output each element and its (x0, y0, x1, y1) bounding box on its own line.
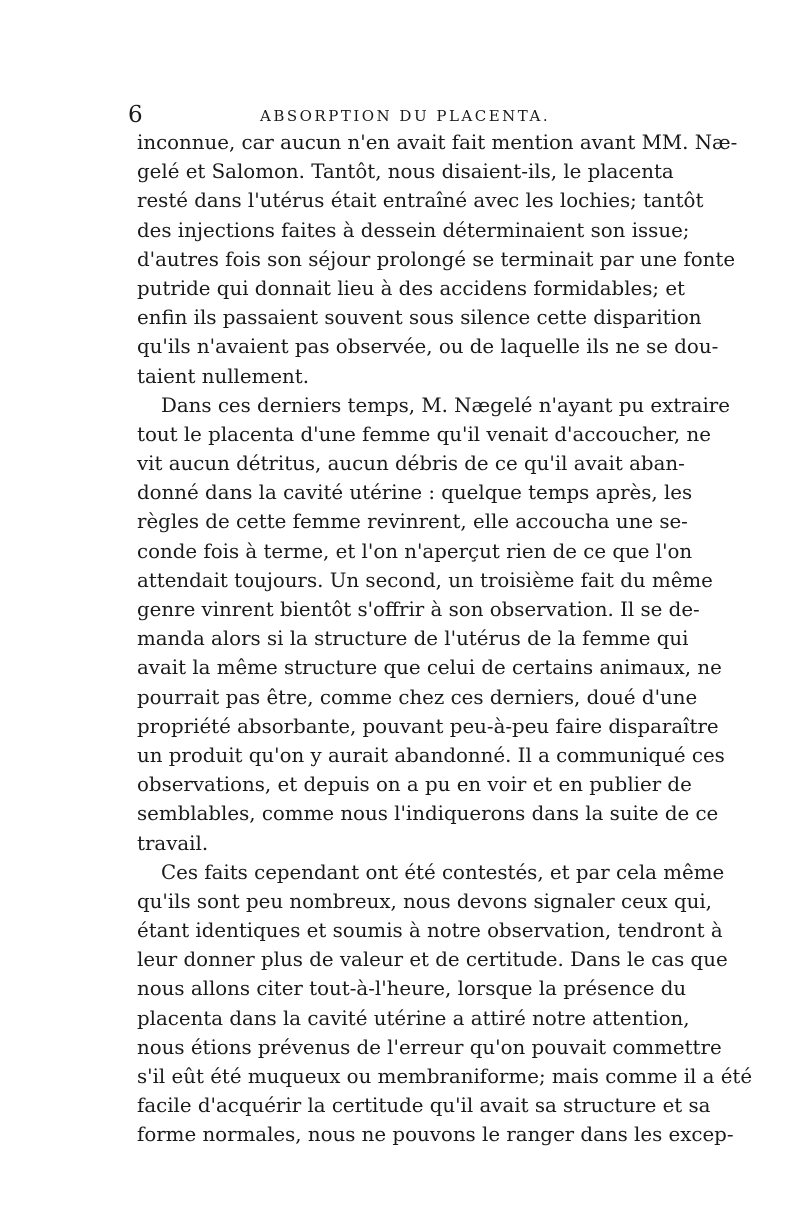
text-line: pourrait pas être, comme chez ces derniers, doué d'une (137, 685, 698, 709)
text-line: propriété absorbante, pouvant peu-à-peu faire disparaître (137, 714, 719, 738)
text-line: forme normales, nous ne pouvons le ranger dans les excep- (137, 1123, 734, 1147)
text-line: travail. (137, 831, 209, 855)
text-line: qu'ils sont peu nombreux, nous devons signaler ceux qui, (137, 889, 712, 913)
text-line: vit aucun détritus, aucun débris de ce qu'il avait aban- (137, 452, 685, 476)
text-line: étant identiques et soumis à notre observation, tendront à (137, 919, 723, 943)
text-line: s'il eût été muqueux ou membraniforme; mais comme il a été (137, 1065, 753, 1088)
body-text (137, 128, 753, 1150)
text-line: taient nullement. (137, 364, 310, 388)
text-line: un produit qu'on y aurait abandonné. Il a communiqué ces (137, 743, 725, 767)
text-line: gelé et Salomon. Tantôt, nous disaient-ils, le placenta (137, 160, 674, 184)
text-line: règles de cette femme revinrent, elle accoucha une se- (137, 510, 688, 534)
text-line: resté dans l'utérus était entraîné avec les lochies; tantôt (137, 189, 704, 213)
text-line: nous étions prévenus de l'erreur qu'on pouvait commettre (137, 1035, 722, 1059)
running-title: ABSORPTION DU PLACENTA. (260, 107, 551, 125)
text-line: placenta dans la cavité utérine a attiré notre attention, (137, 1006, 690, 1030)
running-head (128, 100, 673, 130)
text-line: avait la même structure que celui de certains animaux, ne (137, 656, 722, 680)
text-line: leur donner plus de valeur et de certitude. Dans le cas que (137, 948, 728, 972)
text-line: facile d'acquérir la certitude qu'il avait sa structure et sa (137, 1094, 711, 1118)
text-line: d'autres fois son séjour prolongé se terminait par une fonte (137, 247, 736, 271)
text-line: donné dans la cavité utérine : quelque temps après, les (137, 481, 693, 505)
text-line: semblables, comme nous l'indiquerons dans la suite de ce (137, 802, 719, 826)
text-line: genre vinrent bientôt s'offrir à son observation. Il se de- (137, 598, 700, 621)
text-line: putride qui donnait lieu à des accidens formidables; et (137, 276, 686, 300)
paragraph-start-line: Dans ces derniers temps, M. Nægelé n'ayant pu extraire (161, 393, 730, 417)
text-line: attendait toujours. Un second, un troisième fait du même (137, 568, 713, 592)
text-line: des injections faites à dessein déterminaient son issue; (137, 218, 690, 242)
text-line: enfin ils passaient souvent sous silence cette disparition (137, 306, 702, 330)
text-line: nous allons citer tout-à-l'heure, lorsque la présence du (137, 977, 687, 1001)
text-line: inconnue, car aucun n'en avait fait mention avant MM. Næ- (137, 131, 738, 154)
text-line: observations, et depuis on a pu en voir et en publier de (137, 773, 692, 797)
text-line: tout le placenta d'une femme qu'il venait d'accoucher, ne (137, 422, 711, 446)
text-line: qu'ils n'avaient pas observée, ou de laquelle ils ne se dou- (137, 335, 719, 359)
page-number: 6 (128, 102, 143, 128)
paragraph-start-line: Ces faits cependant ont été contestés, et par cela même (161, 860, 725, 884)
text-line: manda alors si la structure de l'utérus de la femme qui (137, 627, 689, 651)
text-line: conde fois à terme, et l'on n'aperçut rien de ce que l'on (137, 539, 693, 563)
